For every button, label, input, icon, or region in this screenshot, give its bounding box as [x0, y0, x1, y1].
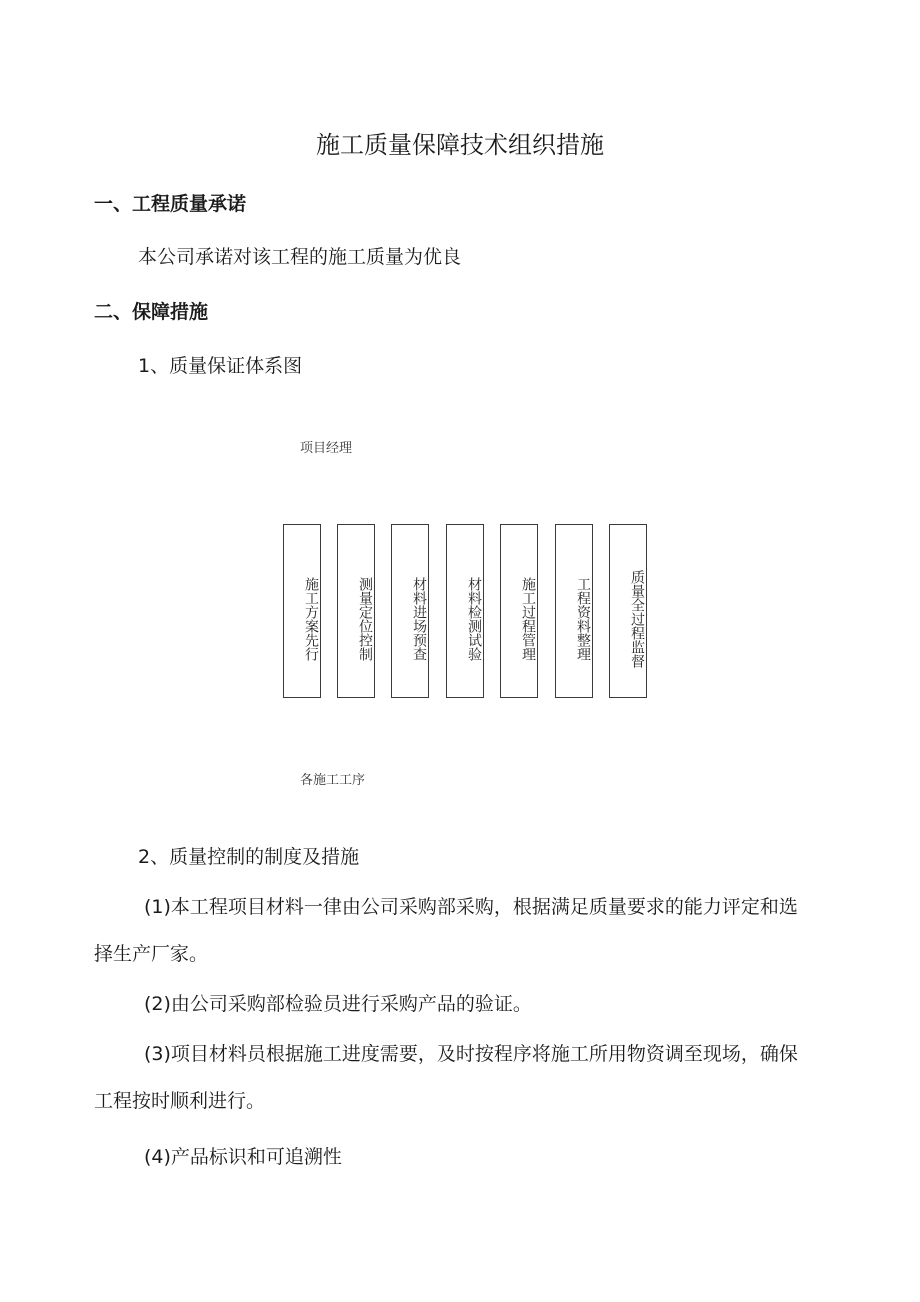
measure-item-1-line-1: (1)本工程项目材料一律由公司采购部采购，根据满足质量要求的能力评定和选: [144, 896, 798, 918]
diagram-box: [337, 524, 375, 698]
diagram-box: [609, 524, 647, 698]
diagram-box: [555, 524, 593, 698]
measure-item-2: (2)由公司采购部检验员进行采购产品的验证。: [144, 993, 532, 1015]
commitment-text: 本公司承诺对该工程的施工质量为优良: [138, 246, 462, 268]
diagram-box-label: 材料进场预查: [411, 577, 427, 661]
diagram-box-label: 材料检测试验: [466, 577, 482, 661]
measure-item-4: (4)产品标识和可追溯性: [144, 1146, 342, 1168]
diagram-box: [500, 524, 538, 698]
diagram-box-label: 施工方案先行: [303, 577, 319, 661]
measure-item-3-line-1: (3)项目材料员根据施工进度需要，及时按程序将施工所用物资调至现场，确保: [144, 1043, 798, 1065]
diagram-box: [446, 524, 484, 698]
diagram-box: [283, 524, 321, 698]
diagram-top-label: 项目经理: [300, 441, 353, 456]
diagram-bottom-label: 各施工工序: [300, 773, 366, 788]
section-heading-measures: 二、保障措施: [94, 301, 209, 323]
measure-item-1-line-2: 择生产厂家。: [94, 943, 209, 965]
diagram-box: [391, 524, 429, 698]
section-heading-commitment: 一、工程质量承诺: [94, 193, 247, 215]
subsection-heading-system-diagram: 1、质量保证体系图: [138, 355, 303, 377]
measure-item-3-line-2: 工程按时顺利进行。: [94, 1090, 266, 1112]
subsection-heading-control-measures: 2、质量控制的制度及措施: [138, 846, 360, 868]
diagram-box-label: 施工过程管理: [520, 577, 536, 661]
diagram-box-label: 测量定位控制: [357, 577, 373, 661]
document-title: 施工质量保障技术组织措施: [316, 131, 604, 159]
diagram-box-label: 工程资料整理: [575, 577, 591, 661]
diagram-box-label: 质量全过程监督: [629, 570, 645, 668]
